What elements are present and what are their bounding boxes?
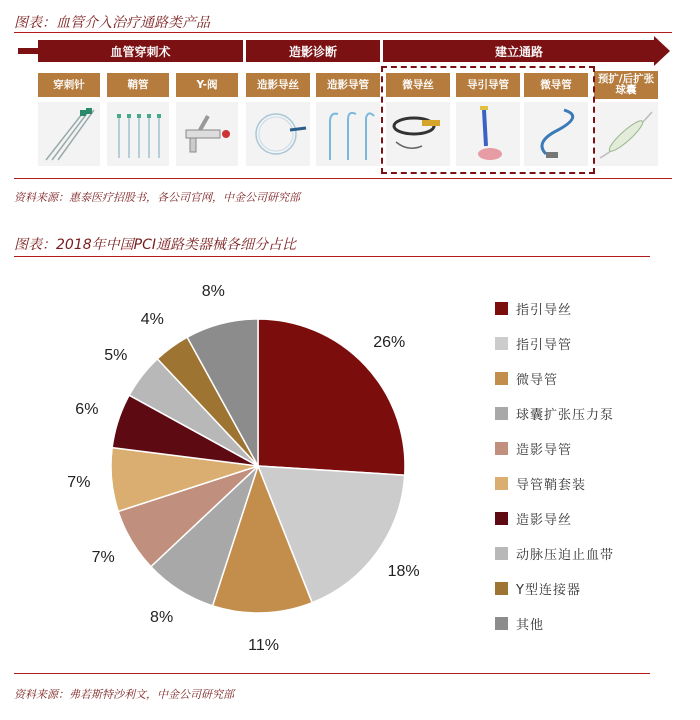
stage-puncture-label: 血管穿刺术: [110, 44, 171, 59]
figure2-title: 图表：2018年中国PCI通路类器械各细分占比: [14, 237, 296, 253]
product-label-y-valve: Y-阀: [176, 73, 238, 97]
legend-label: 动脉压迫止血带: [516, 547, 615, 563]
legend-label: Y型连接器: [516, 582, 581, 598]
legend-item: [495, 580, 581, 596]
legend-swatch: [495, 547, 508, 560]
product-label-angio-catheter: 造影导管: [316, 73, 380, 97]
legend-item: [495, 405, 614, 421]
legend-label: 造影导管: [516, 442, 573, 458]
pie-value-label: 4%: [140, 311, 164, 329]
product-label-micro-guidewire: 微导丝: [386, 73, 450, 97]
legend-swatch: [495, 617, 508, 630]
legend-item: [495, 335, 572, 351]
pie-value-label: 18%: [387, 562, 420, 580]
pie-value-label: 26%: [373, 333, 406, 351]
legend-label: 指引导丝: [516, 302, 573, 318]
legend-swatch: [495, 337, 508, 350]
legend-label: 其他: [516, 617, 545, 633]
pie-value-label: 11%: [248, 636, 279, 654]
legend-label: 球囊扩张压力泵: [516, 407, 615, 423]
product-label-guiding-catheter: 导引导管: [456, 73, 520, 97]
legend-swatch: [495, 512, 508, 525]
figure2-source: 资料来源：弗若斯特沙利文，中金公司研究部: [14, 688, 234, 701]
pie-value-label: 8%: [150, 608, 174, 626]
figure1-title: 图表：血管介入治疗通路类产品: [14, 15, 210, 31]
legend-item: [495, 615, 544, 631]
legend-item: [495, 545, 614, 561]
legend-swatch: [495, 582, 508, 595]
legend-item: [495, 370, 558, 386]
product-label-angio-guidewire: 造影导丝: [246, 73, 310, 97]
product-label-sheath: 鞘管: [107, 73, 169, 97]
product-label-balloon: 预扩/后扩张球囊: [594, 71, 658, 99]
legend-swatch: [495, 302, 508, 315]
stage-access-label: 建立通路: [494, 44, 543, 59]
legend-label: 导管鞘套装: [516, 477, 587, 493]
legend-label: 指引导管: [516, 337, 573, 353]
pie-value-label: 6%: [75, 401, 99, 419]
legend-swatch: [495, 477, 508, 490]
product-label-micro-catheter: 微导管: [524, 73, 588, 97]
product-label-puncture-needle: 穿刺针: [38, 73, 100, 97]
pie-value-label: 7%: [67, 473, 91, 491]
legend-swatch: [495, 372, 508, 385]
legend-item: [495, 510, 572, 526]
figure2-bottom-rule: [14, 673, 650, 674]
legend-item: [495, 475, 586, 491]
pie-value-label: 7%: [91, 548, 115, 566]
legend-item: [495, 440, 572, 456]
pie-value-label: 8%: [201, 282, 225, 300]
legend-swatch: [495, 442, 508, 455]
legend-label: 造影导丝: [516, 512, 573, 528]
stage-angiography-label: 造影诊断: [288, 44, 337, 59]
pie-value-label: 5%: [104, 346, 128, 364]
legend-label: 微导管: [516, 372, 559, 388]
legend-item: [495, 300, 572, 316]
legend-swatch: [495, 407, 508, 420]
figure1-source: 资料来源：惠泰医疗招股书，各公司官网，中金公司研究部: [14, 191, 300, 204]
